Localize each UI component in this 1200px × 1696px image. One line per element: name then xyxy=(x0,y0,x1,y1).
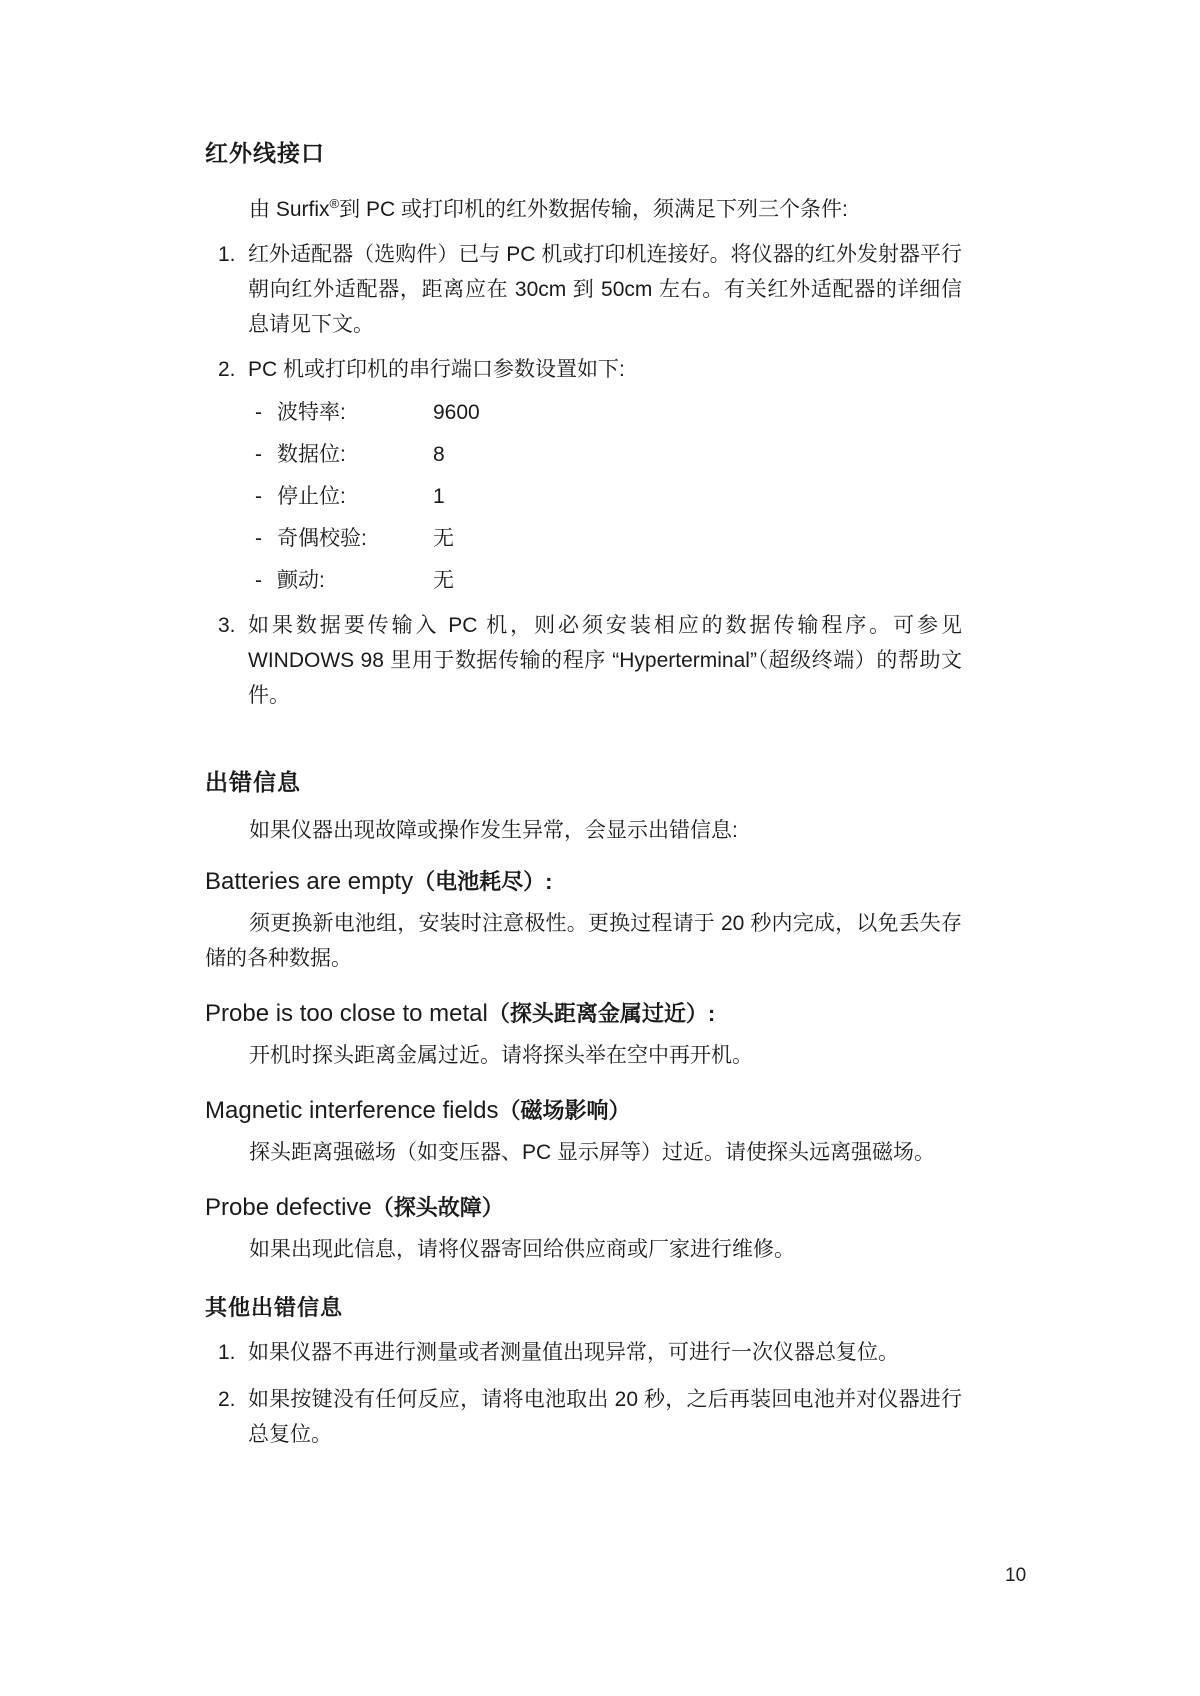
list-item-text: 如果仪器不再进行测量或者测量值出现异常，可进行一次仪器总复位。 xyxy=(248,1341,899,1364)
infrared-intro-post: 到 PC 或打印机的红外数据传输，须满足下列三个条件: xyxy=(339,198,848,221)
error-heading-zh: （探头故障） xyxy=(371,1195,504,1220)
dash-bullet: - xyxy=(255,569,262,592)
param-row-parity xyxy=(255,521,962,556)
serial-parameter-list xyxy=(205,395,962,598)
dash-bullet: - xyxy=(255,443,262,466)
list-item-text: 如果按键没有任何反应，请将电池取出 20 秒，之后再装回电池并对仪器进行总复位。 xyxy=(248,1388,962,1446)
error-heading-en: Probe defective xyxy=(205,1194,372,1221)
list-item-number: 2. xyxy=(218,1388,236,1411)
error-heading xyxy=(205,998,962,1030)
list-item-text: 如果数据要传输入 PC 机，则必须安装相应的数据传输程序。可参见 WINDOWS 98 里用于数据传输的程序 “Hyperterminal”（超级终端）的帮助文件。 xyxy=(248,614,962,707)
dash-bullet: - xyxy=(255,527,262,550)
param-label: 数据位: xyxy=(277,443,346,466)
param-value: 8 xyxy=(433,443,445,466)
list-item-number: 1. xyxy=(218,243,236,266)
error-heading xyxy=(205,1192,962,1224)
param-value: 9600 xyxy=(433,401,480,424)
param-value: 无 xyxy=(433,569,454,592)
other-error-item-battery-reset xyxy=(205,1382,962,1452)
error-entry-batteries-empty xyxy=(205,866,962,976)
list-item-transfer-program xyxy=(205,608,962,713)
error-heading-zh: （电池耗尽）: xyxy=(413,869,553,894)
section-error-messages xyxy=(205,767,962,1452)
param-label: 奇偶校验: xyxy=(277,527,367,550)
param-row-data-bits xyxy=(255,437,962,472)
errors-intro-paragraph: 如果仪器出现故障或操作发生异常，会显示出错信息: xyxy=(249,819,738,842)
error-description: 如果出现此信息，请将仪器寄回给供应商或厂家进行维修。 xyxy=(249,1238,795,1261)
error-heading-zh: （磁场影响） xyxy=(498,1098,631,1123)
infrared-intro-pre: 由 Surfix xyxy=(249,198,330,221)
list-item-serial-settings xyxy=(205,352,962,387)
error-description: 须更换新电池组，安装时注意极性。更换过程请于 20 秒内完成，以免丢失存储的各种数据。 xyxy=(205,912,962,970)
error-heading-en: Batteries are empty xyxy=(205,868,414,895)
list-item-text: 红外适配器（选购件）已与 PC 机或打印机连接好。将仪器的红外发射器平行朝向红外适配器，距离应在 30cm 到 50cm 左右。有关红外适配器的详细信息请见下文。 xyxy=(248,243,962,336)
error-heading xyxy=(205,1095,962,1127)
dash-bullet: - xyxy=(255,485,262,508)
param-value: 无 xyxy=(433,527,454,550)
param-row-baud-rate xyxy=(255,395,962,430)
section-title-errors: 出错信息 xyxy=(205,769,301,795)
param-label: 颤动: xyxy=(277,569,325,592)
error-description: 探头距离强磁场（如变压器、PC 显示屏等）过近。请使探头远离强磁场。 xyxy=(249,1141,936,1164)
error-heading-zh: （探头距离金属过近）: xyxy=(487,1001,716,1026)
other-error-item-reset xyxy=(205,1335,962,1370)
registered-trademark-symbol: ® xyxy=(329,196,340,211)
error-description: 开机时探头距离金属过近。请将探头举在空中再开机。 xyxy=(249,1044,753,1067)
error-heading xyxy=(205,866,962,898)
list-item-number: 2. xyxy=(218,358,236,381)
error-heading-en: Magnetic interference fields xyxy=(205,1097,499,1124)
list-item-adapter xyxy=(205,237,962,342)
page-number: 10 xyxy=(1005,1565,1027,1586)
list-item-text: PC 机或打印机的串行端口参数设置如下: xyxy=(248,358,625,381)
error-entry-probe-defective xyxy=(205,1192,962,1267)
page-content xyxy=(205,138,962,1452)
param-row-stop-bits xyxy=(255,479,962,514)
section-infrared-interface xyxy=(205,138,962,713)
param-label: 停止位: xyxy=(277,485,346,508)
subsection-title-other-errors: 其他出错信息 xyxy=(205,1295,344,1320)
subsection-other-errors xyxy=(205,1293,962,1452)
section-title-infrared: 红外线接口 xyxy=(205,140,325,166)
list-item-number: 3. xyxy=(218,614,236,637)
dash-bullet: - xyxy=(255,401,262,424)
other-errors-list xyxy=(205,1335,962,1452)
infrared-intro-paragraph xyxy=(205,192,962,227)
list-item-number: 1. xyxy=(218,1341,236,1364)
param-row-jitter xyxy=(255,563,962,598)
error-heading-en: Probe is too close to metal xyxy=(205,1000,488,1027)
param-label: 波特率: xyxy=(277,401,346,424)
param-value: 1 xyxy=(433,485,445,508)
error-entry-magnetic-interference xyxy=(205,1095,962,1170)
error-entry-probe-close-metal xyxy=(205,998,962,1073)
